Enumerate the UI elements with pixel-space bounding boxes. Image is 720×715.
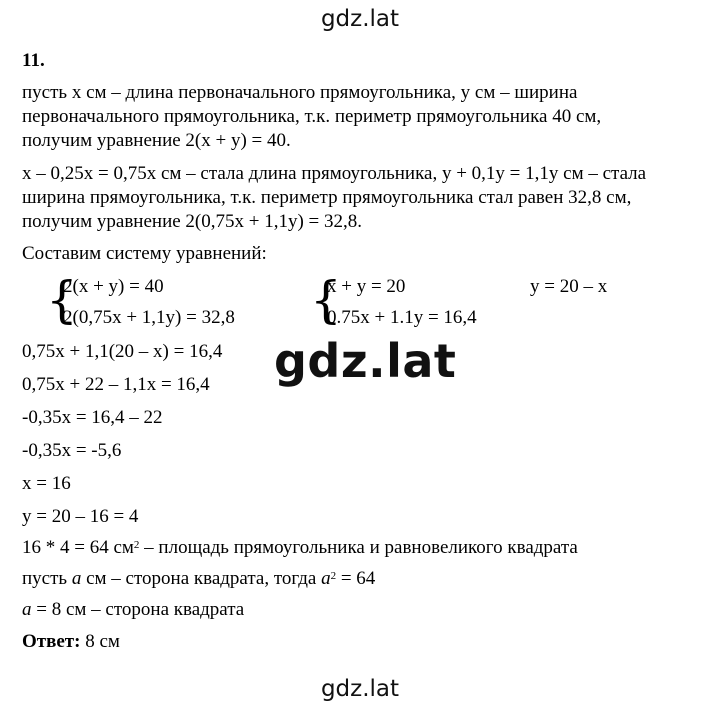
step-6: y = 20 – 16 = 4 <box>22 506 139 527</box>
step-3: -0,35x = 16,4 – 22 <box>22 407 163 428</box>
paragraph1-line2: первоначального прямоугольника, т.к. периметр прямоугольника 40 см, <box>22 106 602 127</box>
paragraph2-line1: x – 0,25x = 0,75x см – стала длина прямоугольника, у + 0,1у = 1,1у см – стала <box>22 163 647 184</box>
side-exponent: 2 <box>330 570 337 582</box>
system-intro: Составим систему уравнений: <box>22 243 267 264</box>
result-rest: = 8 см – сторона квадрата <box>31 599 245 620</box>
task-number: 11. <box>22 50 45 71</box>
watermark-bottom: gdz.lat <box>320 676 400 702</box>
step-2: 0,75x + 22 – 1,1x = 16,4 <box>22 374 210 395</box>
system2-eq2: 0.75x + 1.1y = 16,4 <box>327 307 477 328</box>
area-suffix: – площадь прямоугольника и равновеликого квадрата <box>139 537 578 558</box>
side-part1: пусть <box>22 568 72 589</box>
system2-eq1: x + y = 20 <box>327 276 406 297</box>
system-side-eq: y = 20 – x <box>530 276 608 297</box>
area-line <box>22 537 578 559</box>
system1-brace: { <box>46 271 78 329</box>
step-4: -0,35x = -5,6 <box>22 440 122 461</box>
system1-eq2: 2(0,75x + 1,1y) = 32,8 <box>63 307 235 328</box>
result-var: a <box>22 599 32 620</box>
result-line <box>22 599 244 621</box>
system1-eq1: 2(x + y) = 40 <box>63 276 164 297</box>
side-var: a <box>71 568 82 589</box>
watermark-center: gdz.lat <box>274 334 457 388</box>
area-prefix: 16 * 4 = 64 см <box>22 537 134 558</box>
side-part2: см – сторона квадрата, тогда <box>81 568 322 589</box>
step-5: x = 16 <box>22 473 71 494</box>
side-line <box>22 568 375 590</box>
answer-value: 8 см <box>80 631 120 652</box>
step-1: 0,75x + 1,1(20 – x) = 16,4 <box>22 341 223 362</box>
paragraph2-line2: ширина прямоугольника, т.к. периметр прямоугольника стал равен 32,8 см, <box>22 187 632 208</box>
paragraph1-line3: получим уравнение 2(x + y) = 40. <box>22 130 291 151</box>
paragraph2-line3: получим уравнение 2(0,75x + 1,1y) = 32,8. <box>22 211 363 232</box>
side-part3: = 64 <box>336 568 376 589</box>
answer-label: Ответ: <box>22 631 81 652</box>
paragraph1-line1: пусть x см – длина первоначального прямоугольника, у см – ширина <box>22 82 578 103</box>
watermark-top: gdz.lat <box>320 6 400 32</box>
answer-line <box>22 631 120 653</box>
side-var-2: a <box>321 568 331 589</box>
area-exponent: 2 <box>133 539 140 551</box>
system2-brace: { <box>310 271 342 329</box>
